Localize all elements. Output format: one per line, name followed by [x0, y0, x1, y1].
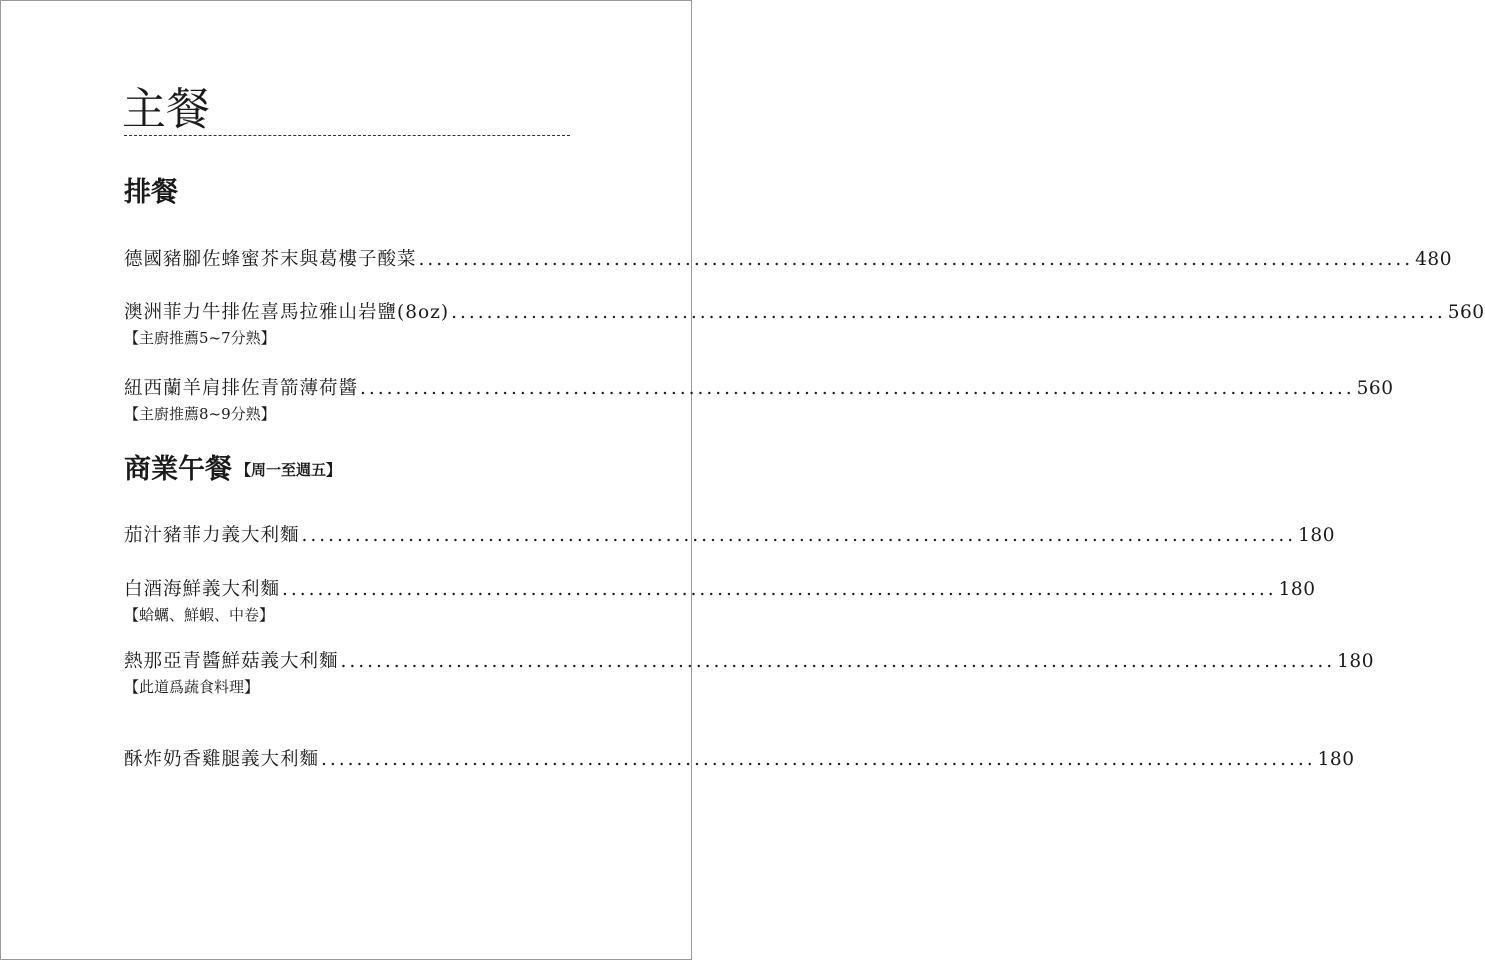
page-border — [0, 0, 692, 960]
page-title: 主餐 — [122, 84, 210, 135]
section-heading-business-lunch — [124, 453, 341, 487]
section-heading-label: 排餐 — [124, 177, 178, 208]
menu-item-price: 180 — [1317, 749, 1355, 770]
menu-item-name: 熱那亞青醬鮮菇義大利麵 — [124, 651, 339, 672]
dot-leader: ................................................................................................................ — [321, 749, 1316, 770]
menu-item-price: 480 — [1415, 249, 1452, 270]
menu-item-price: 180 — [1278, 579, 1316, 600]
section-heading-steak — [124, 176, 178, 210]
dot-leader: ................................................................................................................ — [340, 651, 1336, 672]
menu-item-name: 澳洲菲力牛排佐喜馬拉雅山岩鹽(8oz) — [124, 302, 450, 323]
menu-item — [124, 248, 1452, 272]
dot-leader: ................................................................................................................ — [451, 302, 1446, 323]
menu-item — [124, 650, 1374, 698]
dot-leader: ................................................................................................................ — [360, 378, 1355, 399]
menu-item-note: 【主廚推薦5~7分熟】 — [124, 329, 276, 347]
menu-item-note: 【主廚推薦8~9分熟】 — [124, 405, 276, 423]
menu-item — [124, 377, 1394, 425]
menu-item-price: 180 — [1337, 651, 1374, 672]
menu-item-name: 德國豬腳佐蜂蜜芥末與葛樓子酸菜 — [124, 249, 417, 270]
section-heading-label: 商業午餐 — [124, 454, 232, 485]
dot-leader: ................................................................................................................ — [418, 249, 1414, 270]
menu-item-note: 【此道爲蔬食料理】 — [124, 678, 260, 696]
menu-item — [124, 524, 1335, 548]
menu-item-name: 紐西蘭羊肩排佐青箭薄荷醬 — [124, 378, 359, 399]
menu-item-price: 560 — [1356, 378, 1394, 399]
dot-leader: ................................................................................................................ — [282, 579, 1277, 600]
menu-item — [124, 301, 1485, 349]
menu-item-price: 560 — [1447, 302, 1485, 323]
menu-item-note: 【蛤蠣、鮮蝦、中卷】 — [124, 606, 275, 624]
menu-item — [124, 578, 1316, 626]
menu-item-name: 白酒海鮮義大利麵 — [124, 579, 281, 600]
dot-leader: ................................................................................................................ — [301, 525, 1297, 546]
title-dashed-divider — [124, 135, 570, 136]
menu-item — [124, 748, 1355, 772]
menu-item-price: 180 — [1298, 525, 1335, 546]
menu-item-name: 茄汁豬菲力義大利麵 — [124, 525, 300, 546]
section-heading-note: 【周一至週五】 — [236, 461, 342, 479]
menu-item-name: 酥炸奶香雞腿義大利麵 — [124, 749, 320, 770]
